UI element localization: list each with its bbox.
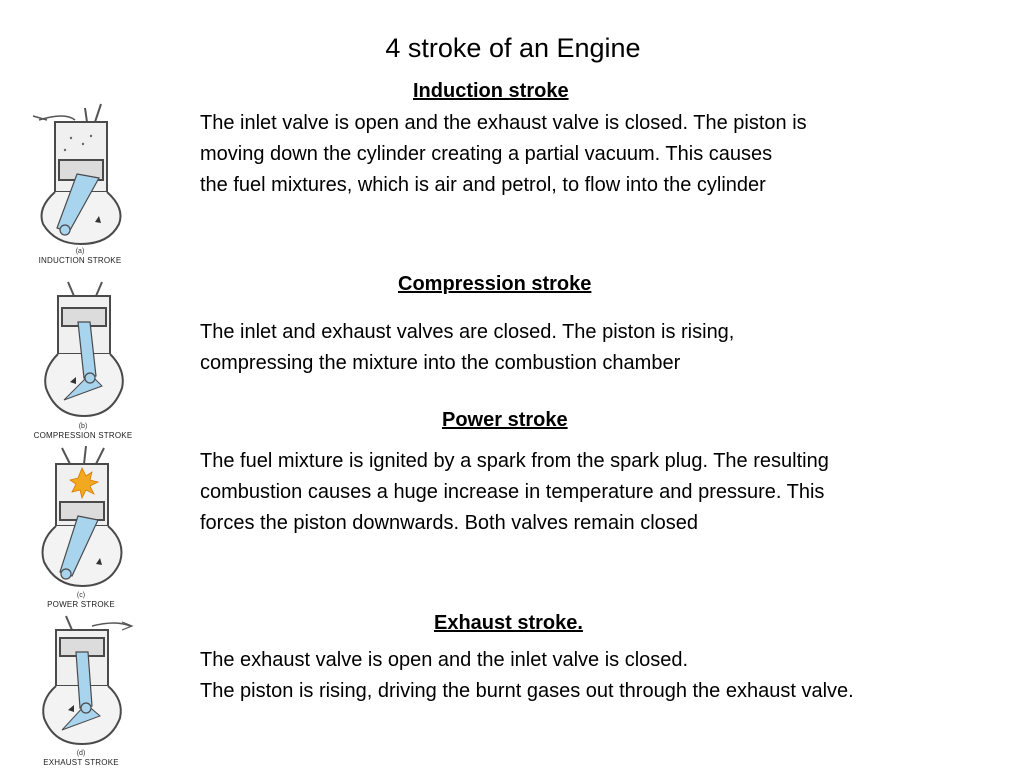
figure-tag: (d) [76, 750, 86, 757]
power-stroke-diagram [26, 444, 136, 612]
engine-cylinder-icon [26, 444, 136, 592]
figure-tag: (a) [75, 248, 85, 255]
figure-caption: POWER STROKE [47, 600, 115, 609]
induction-stroke-diagram [25, 98, 135, 268]
figure-caption: INDUCTION STROKE [38, 256, 122, 265]
compression-stroke-diagram [28, 278, 138, 443]
text-power-stroke: The fuel mixture is ignited by a spark from the spark plug. The resulting combustion causes a huge increase in temperature and pressure. This forces the piston downwards. Both valves remain closed [200, 450, 829, 534]
text-exhaust-stroke: The exhaust valve is open and the inlet valve is closed. The piston is rising, driving the burnt gases out through the exhaust valve. [200, 649, 854, 702]
figure-caption: EXHAUST STROKE [43, 758, 119, 767]
engine-cylinder-icon [26, 612, 136, 750]
heading-induction-stroke: Induction stroke [413, 80, 569, 102]
text-compression-stroke: The inlet and exhaust valves are closed. The piston is rising, compressing the mixture into the combustion chamber [200, 321, 735, 374]
figure-tag: (b) [78, 423, 88, 430]
figure-tag: (c) [76, 592, 86, 599]
exhaust-stroke-diagram [26, 612, 136, 768]
figure-caption: COMPRESSION STROKE [33, 431, 133, 440]
heading-exhaust-stroke: Exhaust stroke. [434, 612, 583, 634]
heading-compression-stroke: Compression stroke [398, 273, 592, 295]
heading-power-stroke: Power stroke [442, 409, 568, 431]
slide-title: 4 stroke of an Engine [385, 33, 641, 63]
text-induction-stroke: The inlet valve is open and the exhaust valve is closed. The piston is moving down the cylinder creating a partial vacuum. This causes the fuel mixtures, which is air and petrol, to flow into the cylinder [200, 112, 807, 196]
engine-cylinder-icon [28, 278, 138, 423]
engine-cylinder-icon [25, 98, 135, 248]
